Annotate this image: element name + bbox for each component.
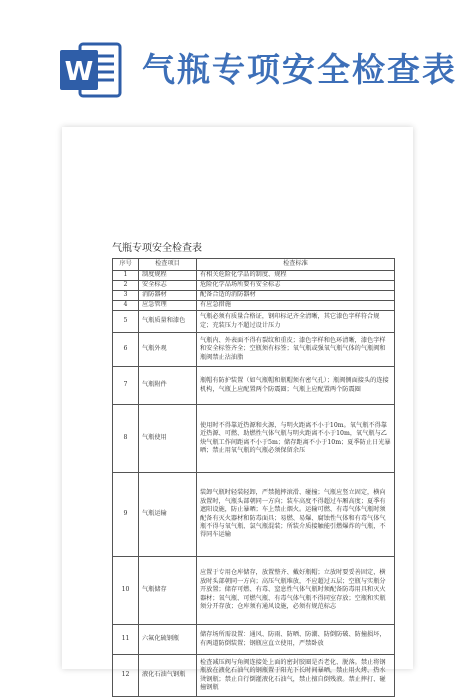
- table-row: [113, 301, 395, 311]
- row-standard: 有相关危险化学品的制度、规程: [197, 271, 395, 281]
- row-item: 制度规程: [139, 271, 197, 281]
- table-header-row: [113, 259, 395, 271]
- row-standard: 检查减压阀与角阀连接处上面的密封胶圈是否老化、脱落。禁止将钢瓶放在液化石油气的钢瓶置于阳光下长时间暴晒，禁止用火烤、热水烫钢瓶；禁止自行倒灌液化石油气，禁止擅自倒残液。禁止摔打、碰撞钢瓶: [197, 655, 395, 697]
- row-item: 应急管理: [139, 301, 197, 311]
- header-item: 检查项目: [139, 259, 197, 271]
- row-item: 六氟化硫钢瓶: [139, 625, 197, 655]
- table-row: [113, 291, 395, 301]
- row-item: 安全标志: [139, 281, 197, 291]
- row-standard: 储存场所需设置：通风、防雨、防晒、防潮、防倒防破、防撞损坏，有两道防倒装置；钢瓶应直立使用，严禁卧放: [197, 625, 395, 655]
- row-standard: 配备合适的消防器材: [197, 291, 395, 301]
- row-item: 气瓶储存: [139, 557, 197, 625]
- row-standard: 使用时不得靠近热源和火源，与明火距离不小于10m。氧气瓶不得靠近热源、可燃、助燃性气体气瓶与明火距离不小于10m，氧气瓶与乙炔气瓶工作间距离不小于5m；储存距离不小于10m；夏季防止日光暴晒；禁止用氧气瓶的气瓶必须保留余压: [197, 405, 395, 473]
- row-number: 1: [113, 271, 139, 281]
- row-number: 4: [113, 301, 139, 311]
- row-item: 气瓶运输: [139, 473, 197, 557]
- row-number: 9: [113, 473, 139, 557]
- table-row: [113, 281, 395, 291]
- row-standard: 气瓶必须有质量合格证，钢印标记齐全清晰，其它漆色字样符合规定；充装压力不超过设计压力: [197, 311, 395, 333]
- row-item: 气瓶使用: [139, 405, 197, 473]
- row-number: 2: [113, 281, 139, 291]
- table-row: [113, 271, 395, 281]
- row-standard: 有应急措施: [197, 301, 395, 311]
- row-standard: 气瓶内、外表面不得有裂纹和重皮；漆色字样和色环清晰，漆色字样和安全标签齐全；空瓶须有标签；氧气瓶或强氧气瓶气体的气瓶阀和瓶阀禁止沾油脂: [197, 333, 395, 367]
- banner-title: 气瓶专项安全检查表: [142, 50, 457, 89]
- row-number: 11: [113, 625, 139, 655]
- table-row: [113, 367, 395, 405]
- document-title: 气瓶专项安全检查表: [112, 243, 202, 254]
- row-item: 气瓶外观: [139, 333, 197, 367]
- row-number: 8: [113, 405, 139, 473]
- table-row: [113, 557, 395, 625]
- table-row: [113, 405, 395, 473]
- table-row: [113, 473, 395, 557]
- inspection-table: [112, 258, 395, 697]
- table-row: [113, 333, 395, 367]
- row-number: 12: [113, 655, 139, 697]
- row-item: 液化石油气钢瓶: [139, 655, 197, 697]
- row-standard: 瓶帽有防护装置（如气瓶帽和瓶帽须有密气孔）；瓶阀侧面接头的连接机构，气瓶上应配置两个防震圈；气瓶上应配置两个防震圈: [197, 367, 395, 405]
- row-number: 5: [113, 311, 139, 333]
- header-no: 序号: [113, 259, 139, 271]
- row-standard: 应置于专用仓库储存，放置整齐、戴好瓶帽；立放时要妥善固定，横放时头部朝同一方向；高压气瓶堆放，不应超过五层；空瓶与实瓶分开放置；储存可燃、有毒、窒息性气体气瓶时须配备防毒用具和灭火器材；氧气瓶、可燃气瓶、有毒气体气瓶不得同室存放；空瓶和实瓶须分开存放；仓库须有通风设施，必须有规范标志: [197, 557, 395, 625]
- row-number: 3: [113, 291, 139, 301]
- table-row: [113, 625, 395, 655]
- table-row: [113, 655, 395, 697]
- document-page: [62, 127, 413, 691]
- row-item: 消防器材: [139, 291, 197, 301]
- row-item: 气瓶附件: [139, 367, 197, 405]
- table-row: [113, 311, 395, 333]
- row-standard: 危险化学品场所要有安全标志: [197, 281, 395, 291]
- row-item: 气瓶质量和漆色: [139, 311, 197, 333]
- row-standard: 装卸气瓶时轻装轻卸，严禁抛摔滚滑、碰撞；气瓶应竖立固定，横向放置时，气瓶头部朝同一方向；装车高度不得超过车厢高度；夏季有遮阳设施，防止暴晒；车上禁止烟火。运输可燃、有毒气体气瓶时须配备有灭火器材和防毒面具；易燃、易爆、腐蚀性气体和有毒气体气瓶不得与氧气瓶、氯气瓶混装；所装介质接触能引燃爆炸的气瓶，不得同车运输: [197, 473, 395, 557]
- word-logo-icon: [58, 40, 124, 100]
- row-number: 6: [113, 333, 139, 367]
- word-logo-letter: W: [64, 57, 94, 87]
- banner: [0, 0, 474, 108]
- row-number: 7: [113, 367, 139, 405]
- row-number: 10: [113, 557, 139, 625]
- header-standard: 检查标准: [197, 259, 395, 271]
